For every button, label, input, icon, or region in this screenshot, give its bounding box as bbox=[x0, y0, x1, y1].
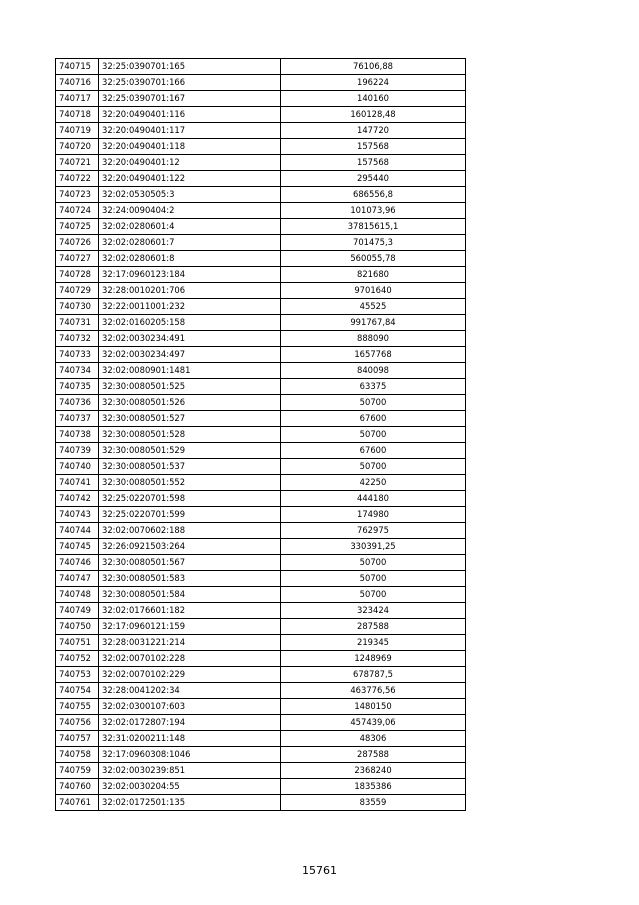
row-number-cell: 740738 bbox=[56, 427, 99, 443]
row-number-cell: 740726 bbox=[56, 235, 99, 251]
cadastral-number-cell: 32:17:0960123:184 bbox=[99, 267, 281, 283]
page-number: 15761 bbox=[302, 864, 337, 877]
value-cell: 67600 bbox=[281, 411, 466, 427]
row-number-cell: 740717 bbox=[56, 91, 99, 107]
cadastral-number-cell: 32:02:0160205:158 bbox=[99, 315, 281, 331]
value-cell: 50700 bbox=[281, 571, 466, 587]
row-number-cell: 740759 bbox=[56, 763, 99, 779]
value-cell: 463776,56 bbox=[281, 683, 466, 699]
cadastral-number-cell: 32:02:0080901:1481 bbox=[99, 363, 281, 379]
cadastral-number-cell: 32:30:0080501:526 bbox=[99, 395, 281, 411]
cadastral-number-cell: 32:02:0030234:497 bbox=[99, 347, 281, 363]
row-number-cell: 740755 bbox=[56, 699, 99, 715]
cadastral-number-cell: 32:02:0280601:8 bbox=[99, 251, 281, 267]
table-row bbox=[56, 763, 466, 779]
row-number-cell: 740724 bbox=[56, 203, 99, 219]
cadastral-number-cell: 32:02:0176601:182 bbox=[99, 603, 281, 619]
table-row bbox=[56, 59, 466, 75]
cadastral-number-cell: 32:25:0220701:599 bbox=[99, 507, 281, 523]
table-row bbox=[56, 123, 466, 139]
table-row bbox=[56, 171, 466, 187]
cadastral-number-cell: 32:25:0390701:165 bbox=[99, 59, 281, 75]
row-number-cell: 740743 bbox=[56, 507, 99, 523]
cadastral-number-cell: 32:02:0300107:603 bbox=[99, 699, 281, 715]
cadastral-number-cell: 32:20:0490401:122 bbox=[99, 171, 281, 187]
cadastral-number-cell: 32:30:0080501:567 bbox=[99, 555, 281, 571]
value-cell: 701475,3 bbox=[281, 235, 466, 251]
value-cell: 37815615,1 bbox=[281, 219, 466, 235]
row-number-cell: 740715 bbox=[56, 59, 99, 75]
table-row bbox=[56, 219, 466, 235]
value-cell: 50700 bbox=[281, 395, 466, 411]
table-row bbox=[56, 283, 466, 299]
value-cell: 295440 bbox=[281, 171, 466, 187]
table-row bbox=[56, 459, 466, 475]
row-number-cell: 740721 bbox=[56, 155, 99, 171]
value-cell: 48306 bbox=[281, 731, 466, 747]
row-number-cell: 740751 bbox=[56, 635, 99, 651]
row-number-cell: 740716 bbox=[56, 75, 99, 91]
value-cell: 330391,25 bbox=[281, 539, 466, 555]
table-row bbox=[56, 187, 466, 203]
value-cell: 840098 bbox=[281, 363, 466, 379]
value-cell: 50700 bbox=[281, 587, 466, 603]
cadastral-number-cell: 32:26:0921503:264 bbox=[99, 539, 281, 555]
row-number-cell: 740734 bbox=[56, 363, 99, 379]
cadastral-number-cell: 32:02:0030234:491 bbox=[99, 331, 281, 347]
cadastral-number-cell: 32:28:0041202:34 bbox=[99, 683, 281, 699]
table-row bbox=[56, 667, 466, 683]
row-number-cell: 740750 bbox=[56, 619, 99, 635]
row-number-cell: 740760 bbox=[56, 779, 99, 795]
cadastral-number-cell: 32:17:0960308:1046 bbox=[99, 747, 281, 763]
cadastral-number-cell: 32:30:0080501:537 bbox=[99, 459, 281, 475]
cadastral-number-cell: 32:20:0490401:117 bbox=[99, 123, 281, 139]
table-row bbox=[56, 731, 466, 747]
value-cell: 45525 bbox=[281, 299, 466, 315]
table-row bbox=[56, 491, 466, 507]
row-number-cell: 740732 bbox=[56, 331, 99, 347]
value-cell: 50700 bbox=[281, 459, 466, 475]
row-number-cell: 740761 bbox=[56, 795, 99, 811]
value-cell: 50700 bbox=[281, 427, 466, 443]
value-cell: 888090 bbox=[281, 331, 466, 347]
row-number-cell: 740745 bbox=[56, 539, 99, 555]
value-cell: 157568 bbox=[281, 155, 466, 171]
cadastral-number-cell: 32:31:0200211:148 bbox=[99, 731, 281, 747]
table-row bbox=[56, 795, 466, 811]
table-row bbox=[56, 379, 466, 395]
cadastral-number-cell: 32:24:0090404:2 bbox=[99, 203, 281, 219]
value-cell: 196224 bbox=[281, 75, 466, 91]
value-cell: 1657768 bbox=[281, 347, 466, 363]
row-number-cell: 740740 bbox=[56, 459, 99, 475]
value-cell: 762975 bbox=[281, 523, 466, 539]
value-cell: 1480150 bbox=[281, 699, 466, 715]
value-cell: 457439,06 bbox=[281, 715, 466, 731]
cadastral-number-cell: 32:30:0080501:583 bbox=[99, 571, 281, 587]
value-cell: 83559 bbox=[281, 795, 466, 811]
cadastral-number-cell: 32:30:0080501:584 bbox=[99, 587, 281, 603]
cadastral-number-cell: 32:30:0080501:525 bbox=[99, 379, 281, 395]
table-row bbox=[56, 203, 466, 219]
value-cell: 174980 bbox=[281, 507, 466, 523]
table-row bbox=[56, 635, 466, 651]
cadastral-number-cell: 32:20:0490401:116 bbox=[99, 107, 281, 123]
table-row bbox=[56, 331, 466, 347]
cadastral-number-cell: 32:17:0960121:159 bbox=[99, 619, 281, 635]
cadastral-number-cell: 32:02:0280601:7 bbox=[99, 235, 281, 251]
table-row bbox=[56, 539, 466, 555]
row-number-cell: 740758 bbox=[56, 747, 99, 763]
table-row bbox=[56, 363, 466, 379]
table-row bbox=[56, 315, 466, 331]
value-cell: 560055,78 bbox=[281, 251, 466, 267]
value-cell: 1248969 bbox=[281, 651, 466, 667]
value-cell: 67600 bbox=[281, 443, 466, 459]
value-cell: 9701640 bbox=[281, 283, 466, 299]
value-cell: 76106,88 bbox=[281, 59, 466, 75]
row-number-cell: 740731 bbox=[56, 315, 99, 331]
row-number-cell: 740754 bbox=[56, 683, 99, 699]
cadastral-number-cell: 32:25:0390701:167 bbox=[99, 91, 281, 107]
row-number-cell: 740728 bbox=[56, 267, 99, 283]
cadastral-number-cell: 32:02:0030239:851 bbox=[99, 763, 281, 779]
row-number-cell: 740733 bbox=[56, 347, 99, 363]
value-cell: 101073,96 bbox=[281, 203, 466, 219]
row-number-cell: 740725 bbox=[56, 219, 99, 235]
value-cell: 63375 bbox=[281, 379, 466, 395]
value-cell: 1835386 bbox=[281, 779, 466, 795]
row-number-cell: 740757 bbox=[56, 731, 99, 747]
row-number-cell: 740730 bbox=[56, 299, 99, 315]
table-row bbox=[56, 587, 466, 603]
table-row bbox=[56, 443, 466, 459]
table-row bbox=[56, 619, 466, 635]
table-row bbox=[56, 427, 466, 443]
cadastral-number-cell: 32:28:0031221:214 bbox=[99, 635, 281, 651]
row-number-cell: 740747 bbox=[56, 571, 99, 587]
value-cell: 678787,5 bbox=[281, 667, 466, 683]
cadastral-number-cell: 32:30:0080501:528 bbox=[99, 427, 281, 443]
row-number-cell: 740752 bbox=[56, 651, 99, 667]
cadastral-number-cell: 32:02:0280601:4 bbox=[99, 219, 281, 235]
cadastral-number-cell: 32:02:0070102:229 bbox=[99, 667, 281, 683]
table-row bbox=[56, 91, 466, 107]
cadastral-number-cell: 32:20:0490401:118 bbox=[99, 139, 281, 155]
row-number-cell: 740742 bbox=[56, 491, 99, 507]
value-cell: 42250 bbox=[281, 475, 466, 491]
cadastral-number-cell: 32:02:0070102:228 bbox=[99, 651, 281, 667]
table-row bbox=[56, 235, 466, 251]
value-cell: 821680 bbox=[281, 267, 466, 283]
cadastral-number-cell: 32:22:0011001:232 bbox=[99, 299, 281, 315]
table-row bbox=[56, 395, 466, 411]
table-row bbox=[56, 107, 466, 123]
table-row bbox=[56, 139, 466, 155]
table-row bbox=[56, 75, 466, 91]
row-number-cell: 740744 bbox=[56, 523, 99, 539]
cadastral-number-cell: 32:02:0172501:135 bbox=[99, 795, 281, 811]
table-row bbox=[56, 603, 466, 619]
table-row bbox=[56, 411, 466, 427]
cadastral-number-cell: 32:02:0070602:188 bbox=[99, 523, 281, 539]
cadastral-number-cell: 32:30:0080501:529 bbox=[99, 443, 281, 459]
table-row bbox=[56, 699, 466, 715]
value-cell: 287588 bbox=[281, 747, 466, 763]
cadastral-number-cell: 32:25:0220701:598 bbox=[99, 491, 281, 507]
row-number-cell: 740737 bbox=[56, 411, 99, 427]
value-cell: 219345 bbox=[281, 635, 466, 651]
table-row bbox=[56, 555, 466, 571]
value-cell: 991767,84 bbox=[281, 315, 466, 331]
row-number-cell: 740723 bbox=[56, 187, 99, 203]
row-number-cell: 740753 bbox=[56, 667, 99, 683]
value-cell: 287588 bbox=[281, 619, 466, 635]
table-row bbox=[56, 347, 466, 363]
row-number-cell: 740741 bbox=[56, 475, 99, 491]
cadastral-number-cell: 32:02:0530505:3 bbox=[99, 187, 281, 203]
cadastral-number-cell: 32:30:0080501:527 bbox=[99, 411, 281, 427]
value-cell: 686556,8 bbox=[281, 187, 466, 203]
table-row bbox=[56, 779, 466, 795]
cadastral-number-cell: 32:02:0172807:194 bbox=[99, 715, 281, 731]
cadastral-number-cell: 32:30:0080501:552 bbox=[99, 475, 281, 491]
table-row bbox=[56, 267, 466, 283]
row-number-cell: 740746 bbox=[56, 555, 99, 571]
table-row bbox=[56, 747, 466, 763]
row-number-cell: 740749 bbox=[56, 603, 99, 619]
row-number-cell: 740722 bbox=[56, 171, 99, 187]
value-cell: 50700 bbox=[281, 555, 466, 571]
value-cell: 147720 bbox=[281, 123, 466, 139]
row-number-cell: 740719 bbox=[56, 123, 99, 139]
value-cell: 157568 bbox=[281, 139, 466, 155]
table-row bbox=[56, 571, 466, 587]
row-number-cell: 740748 bbox=[56, 587, 99, 603]
cadastral-number-cell: 32:28:0010201:706 bbox=[99, 283, 281, 299]
table-row bbox=[56, 683, 466, 699]
table-row bbox=[56, 155, 466, 171]
value-cell: 2368240 bbox=[281, 763, 466, 779]
cadastral-number-cell: 32:25:0390701:166 bbox=[99, 75, 281, 91]
row-number-cell: 740756 bbox=[56, 715, 99, 731]
register-table-body bbox=[56, 59, 466, 811]
value-cell: 444180 bbox=[281, 491, 466, 507]
table-row bbox=[56, 475, 466, 491]
table-row bbox=[56, 299, 466, 315]
row-number-cell: 740739 bbox=[56, 443, 99, 459]
value-cell: 160128,48 bbox=[281, 107, 466, 123]
value-cell: 140160 bbox=[281, 91, 466, 107]
row-number-cell: 740729 bbox=[56, 283, 99, 299]
row-number-cell: 740736 bbox=[56, 395, 99, 411]
value-cell: 323424 bbox=[281, 603, 466, 619]
row-number-cell: 740735 bbox=[56, 379, 99, 395]
row-number-cell: 740718 bbox=[56, 107, 99, 123]
table-row bbox=[56, 651, 466, 667]
table-row bbox=[56, 507, 466, 523]
cadastral-number-cell: 32:20:0490401:12 bbox=[99, 155, 281, 171]
table-row bbox=[56, 715, 466, 731]
table-row bbox=[56, 251, 466, 267]
row-number-cell: 740727 bbox=[56, 251, 99, 267]
register-table bbox=[55, 58, 466, 811]
row-number-cell: 740720 bbox=[56, 139, 99, 155]
cadastral-number-cell: 32:02:0030204:55 bbox=[99, 779, 281, 795]
table-row bbox=[56, 523, 466, 539]
